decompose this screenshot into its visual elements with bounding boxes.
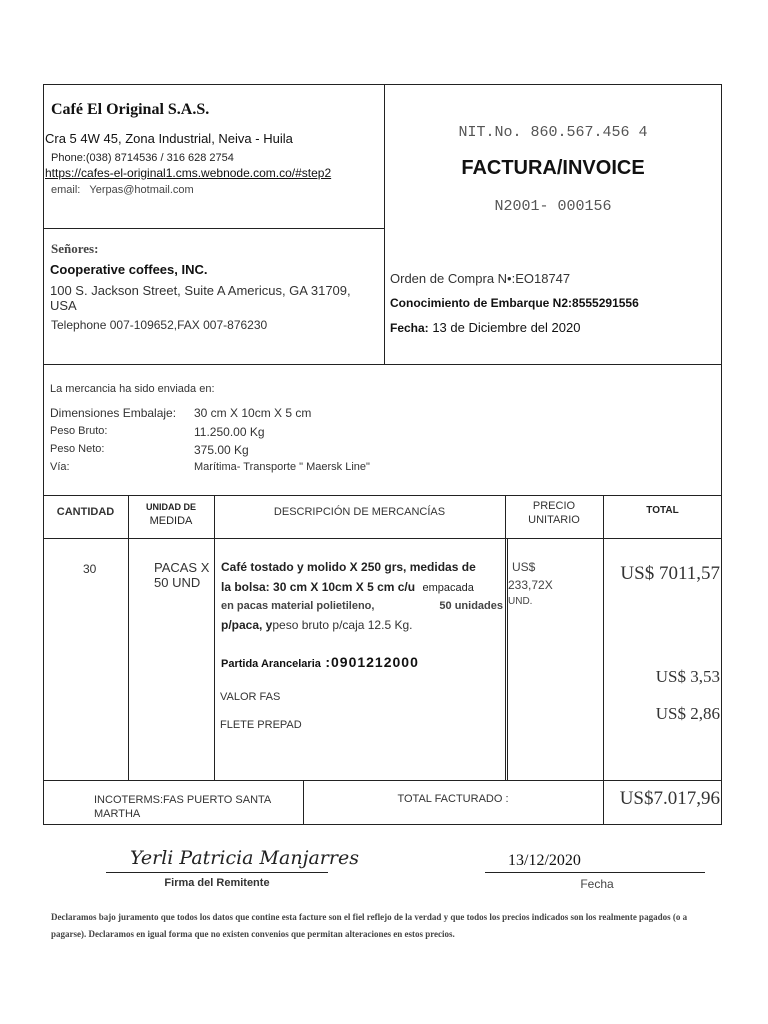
date-value: 13 de Diciembre del 2020 bbox=[432, 320, 581, 335]
shipping-row-label: Vía: bbox=[50, 461, 70, 473]
shipping-row-value: 375.00 Kg bbox=[194, 443, 249, 457]
row-description bbox=[221, 560, 503, 632]
header-qty: CANTIDAD bbox=[56, 506, 115, 518]
header-unit bbox=[128, 502, 214, 527]
row-qty: 30 bbox=[83, 562, 97, 576]
tariff-value: :0901212000 bbox=[325, 654, 419, 670]
fas-label: VALOR FAS bbox=[220, 691, 281, 703]
shipping-row-value: Marítima- Transporte " Maersk Line" bbox=[194, 461, 370, 473]
total-billed-label: TOTAL FACTURADO : bbox=[397, 793, 509, 805]
bill-of-lading-label: Conocimiento de Embarque N2: bbox=[390, 296, 573, 310]
freight-total: US$ 2,86 bbox=[655, 704, 720, 723]
handwritten-signature bbox=[128, 840, 359, 872]
total-billed-value: US$7.017,96 bbox=[619, 788, 720, 809]
email-label: email: bbox=[51, 184, 81, 196]
date-label: Fecha: bbox=[390, 321, 429, 335]
table-footer-line bbox=[43, 780, 722, 781]
seller-name: Café El Original S.A.S. bbox=[51, 101, 210, 118]
desc-line-part: en pacas material polietileno, bbox=[221, 600, 375, 612]
date-line bbox=[485, 872, 705, 873]
shipping-row-value: 11.250.00 Kg bbox=[194, 425, 265, 439]
signature-line bbox=[106, 872, 328, 873]
desc-line bbox=[221, 618, 503, 632]
fas-total: US$ 3,53 bbox=[655, 667, 720, 686]
row-total: US$ 7011,57 bbox=[620, 563, 720, 584]
desc-line bbox=[221, 580, 503, 594]
invoice-title: FACTURA/INVOICE bbox=[461, 157, 645, 179]
desc-line: Café tostado y molido X 250 grs, medidas de bbox=[221, 560, 476, 574]
signature-date: 13/12/2020 bbox=[508, 852, 581, 869]
shipping-row-label: Dimensiones Embalaje: bbox=[50, 406, 177, 420]
seller-address: Cra 5 4W 45, Zona Industrial, Neiva - Huila bbox=[45, 131, 293, 146]
signature-text: Yerli Patricia Manjarres bbox=[130, 847, 359, 869]
row-unit-price bbox=[508, 560, 553, 607]
shipping-intro: La mercancia ha sido enviada en: bbox=[50, 383, 215, 395]
unit-price-line2: 233,72X bbox=[508, 578, 553, 592]
col-line-desc bbox=[505, 495, 506, 780]
purchase-order: Orden de Compra N•:EO18747 bbox=[390, 271, 571, 286]
buyer-address-line1: 100 S. Jackson Street, Suite A Americus, GA 31709, bbox=[50, 283, 351, 298]
col-line-price bbox=[603, 495, 604, 825]
table-header-line bbox=[43, 538, 722, 539]
bill-of-lading bbox=[390, 296, 639, 310]
header-price-line1: PRECIO bbox=[532, 500, 576, 512]
desc-line-part: peso bruto p/caja 12.5 Kg. bbox=[272, 618, 413, 632]
signature-label: Firma del Remitente bbox=[164, 877, 270, 889]
shipping-row bbox=[50, 406, 176, 420]
header-unit-line1: UNIDAD DE bbox=[145, 502, 196, 512]
nit-number: NIT.No. 860.567.456 4 bbox=[458, 124, 648, 141]
shipping-row-value: 30 cm X 10cm X 5 cm bbox=[194, 406, 312, 420]
invoice-number: N2001- 000156 bbox=[494, 198, 612, 215]
unit-price-line1: US$ bbox=[512, 560, 536, 574]
col-line-unit bbox=[214, 495, 215, 780]
seller-buyer-divider bbox=[43, 228, 384, 229]
tariff-label: Partida Arancelaria bbox=[221, 658, 321, 670]
header-unit-line2: MEDIDA bbox=[149, 515, 193, 527]
row-unit: PACAS X 50 UND bbox=[154, 560, 210, 590]
seller-website[interactable]: https://cafes-el-original1.cms.webnode.com.co/#step2 bbox=[45, 166, 332, 180]
desc-line-part: p/paca, y bbox=[221, 618, 273, 632]
header-desc: DESCRIPCIÓN DE MERCANCÍAS bbox=[273, 506, 446, 518]
buyer-address-line2: USA bbox=[50, 298, 77, 313]
shipping-row-label: Peso Neto: bbox=[50, 443, 105, 455]
desc-line-part: la bolsa: 30 cm X 10cm X 5 cm c/u bbox=[221, 580, 416, 594]
unit-price-line3: UND. bbox=[508, 596, 533, 607]
desc-line bbox=[221, 600, 503, 612]
col-line-qty bbox=[128, 495, 129, 780]
shipping-row bbox=[50, 425, 107, 437]
header-price-line2: UNITARIO bbox=[528, 514, 580, 526]
invoice-date bbox=[390, 320, 580, 335]
header-total: TOTAL bbox=[646, 505, 679, 516]
seller-email bbox=[51, 184, 194, 196]
buyer-name: Cooperative coffees, INC. bbox=[50, 262, 208, 277]
tariff-code bbox=[221, 654, 419, 672]
header-bottom-line bbox=[43, 364, 722, 365]
desc-line-part: empacada bbox=[422, 582, 474, 594]
incoterms: INCOTERMS:FAS PUERTO SANTA MARTHA bbox=[94, 794, 271, 820]
date-caption: Fecha bbox=[580, 877, 614, 891]
email-value[interactable]: Yerpas@hotmail.com bbox=[89, 184, 194, 196]
freight-label: FLETE PREPAD bbox=[220, 719, 302, 731]
shipping-row-label: Peso Bruto: bbox=[50, 425, 108, 437]
desc-line-part: 50 unidades bbox=[439, 600, 503, 612]
buyer-phone: Telephone 007-109652,FAX 007-876230 bbox=[51, 318, 268, 332]
bill-of-lading-value: 8555291556 bbox=[572, 296, 639, 310]
shipping-row bbox=[50, 461, 70, 473]
legal-declaration: Declaramos bajo juramento que todos los datos que contine esta facture son el fiel reflejo de la verdad y que todos los precios indicados son los realmente pagados (o a pagarse). Declaramos en igual forma que no existen convenios que permitan alteraciones en estos precios. bbox=[51, 912, 688, 939]
shipping-row bbox=[50, 443, 104, 455]
seller-phone: Phone:(038) 8714536 / 316 628 2754 bbox=[51, 152, 234, 164]
buyer-label: Señores: bbox=[51, 241, 99, 256]
table-top-line bbox=[43, 495, 722, 496]
header-price bbox=[505, 500, 603, 526]
